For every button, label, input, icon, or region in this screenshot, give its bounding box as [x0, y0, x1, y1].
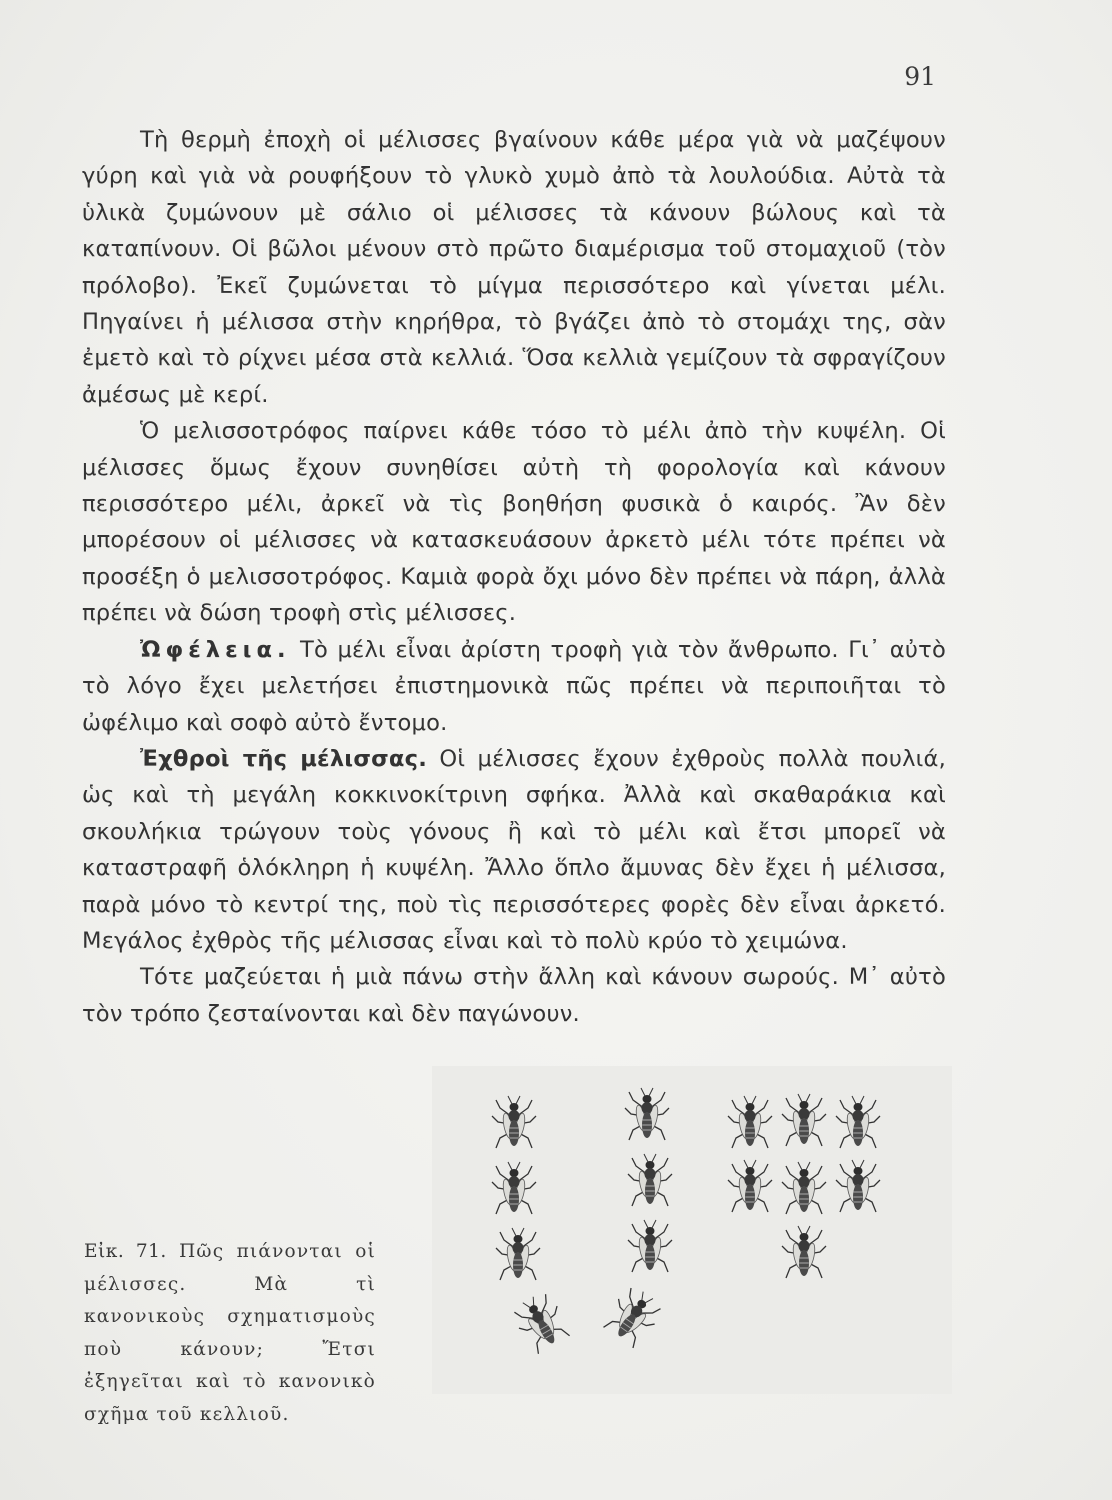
section-heading-enemies: Ἐχθροὶ τῆς μέλισσας.: [140, 745, 428, 772]
paragraph-winter-cluster: Τότε μαζεύεται ἡ μιὰ πάνω στὴν ἄλλη καὶ κάνουν σωρούς. Μ᾽ αὐτὸ τὸν τρόπο ζεσταίνονται καὶ δὲν παγώνουν.: [82, 964, 946, 1027]
bee-formation-drawing: [432, 1066, 952, 1394]
bee-icon: [600, 1282, 666, 1350]
bee-icon: [628, 1154, 672, 1206]
bee-icon: [836, 1096, 880, 1148]
paragraph-beekeeper: Ὁ μελισσοτρόφος παίρνει κάθε τόσο τὸ μέλι ἀπὸ τὴν κυψέλη. Οἱ μέλισσες ὅμως ἔχουν συνηθίσει αὐτὴ τὴ φορολογία καὶ κάνουν περισσότερο μέλι, ἀρκεῖ νὰ τὶς βοηθήση φυσικὰ ὁ καιρός. Ἂν δὲν μπορέσουν οἱ μέλισσες νὰ κατασκευάσουν ἀρκετὸ μέλι τότε πρέπει νὰ προσέξη ὁ μελισσοτρόφος. Καμιὰ φορὰ ὄχι μόνο δὲν πρέπει νὰ πάρη, ἀλλὰ πρέπει νὰ δώση τροφὴ στὶς μέλισσες.: [82, 418, 946, 627]
paragraph-benefits: [82, 632, 946, 741]
paragraph-benefits-text: Τὸ μέλι εἶναι ἀρίστη τροφὴ γιὰ τὸν ἄνθρωπο. Γι᾽ αὐτὸ τὸ λόγο ἔχει μελετήσει ἐπιστημονικὰ πῶς πρέπει νὰ περιποιῆται τὸ ὠφέλιμο καὶ σοφὸ αὐτὸ ἔντομο.: [82, 636, 946, 736]
bee-chain-illustration: [432, 1066, 952, 1394]
bee-icon: [492, 1096, 536, 1148]
bee-icon: [836, 1160, 880, 1212]
bee-icon: [496, 1228, 540, 1280]
bee-icon: [625, 1088, 669, 1140]
figure-label: Εἰκ. 71.: [84, 1241, 167, 1262]
paragraph-honey-making: Τὴ θερμὴ ἐποχὴ οἱ μέλισσες βγαίνουν κάθε μέρα γιὰ νὰ μαζέψουν γύρη καὶ γιὰ νὰ ρουφήξουν τὸ γλυκὸ χυμὸ ἀπὸ τὰ λουλούδια. Αὐτὰ τὰ ὑλικὰ ζυμώνουν μὲ σάλιο οἱ μέλισσες τὰ κάνουν βώλους καὶ τὰ καταπίνουν. Οἱ βῶλοι μένουν στὸ πρῶτο διαμέρισμα τοῦ στομαχιοῦ (τὸν πρόλοβο). Ἐκεῖ ζυμώνεται τὸ μίγμα περισσότερο καὶ γίνεται μέλι. Πηγαίνει ἡ μέλισσα στὴν κηρήθρα, τὸ βγάζει ἀπὸ τὸ στομάχι της, σὰν ἐμετὸ καὶ τὸ ρίχνει μέσα στὰ κελλιά. Ὅσα κελλιὰ γεμίζουν τὰ σφραγίζουν ἀμέσως μὲ κερί.: [82, 127, 946, 408]
bee-icon: [628, 1220, 672, 1272]
bee-icon: [782, 1226, 826, 1278]
bee-icon: [782, 1162, 826, 1214]
bee-icon: [492, 1162, 536, 1214]
bee-icon: [782, 1094, 826, 1146]
body-text: [82, 122, 946, 1032]
page-number: 91: [904, 62, 936, 91]
bee-icon: [728, 1160, 772, 1212]
section-heading-benefits: Ὠφέλεια.: [140, 636, 291, 663]
figure-caption: [84, 1236, 376, 1431]
bee-icon: [509, 1289, 573, 1356]
bee-icon: [728, 1096, 772, 1148]
paragraph-enemies: [82, 741, 946, 959]
paragraph-enemies-text: Οἱ μέλισσες ἔχουν ἐχθροὺς πολλὰ πουλιά, ὡς καὶ τὴ μεγάλη κοκκινοκίτρινη σφήκα. Ἀλλὰ καὶ σκαθαράκια καὶ σκουλήκια τρώγουν τοὺς γόνους ἢ καὶ τὸ μέλι καὶ ἔτσι μπορεῖ νὰ καταστραφῆ ὁλόκληρη ἡ κυψέλη. Ἄλλο ὅπλο ἄμυνας δὲν ἔχει ἡ μέλισσα, παρὰ μόνο τὸ κεντρί της, ποὺ τὶς περισσότερες φορὲς δὲν εἶναι ἀρκετό. Μεγάλος ἐχθρὸς τῆς μέλισσας εἶναι καὶ τὸ πολὺ κρύο τὸ χειμώνα.: [82, 745, 946, 954]
figure-caption-text: Πῶς πιάνονται οἱ μέλισσες. Μὰ τὶ κανονικοὺς σχηματισμοὺς ποὺ κάνουν; Ἔτσι ἐξηγεῖται καὶ τὸ κανονικὸ σχῆμα τοῦ κελλιοῦ.: [84, 1241, 376, 1425]
